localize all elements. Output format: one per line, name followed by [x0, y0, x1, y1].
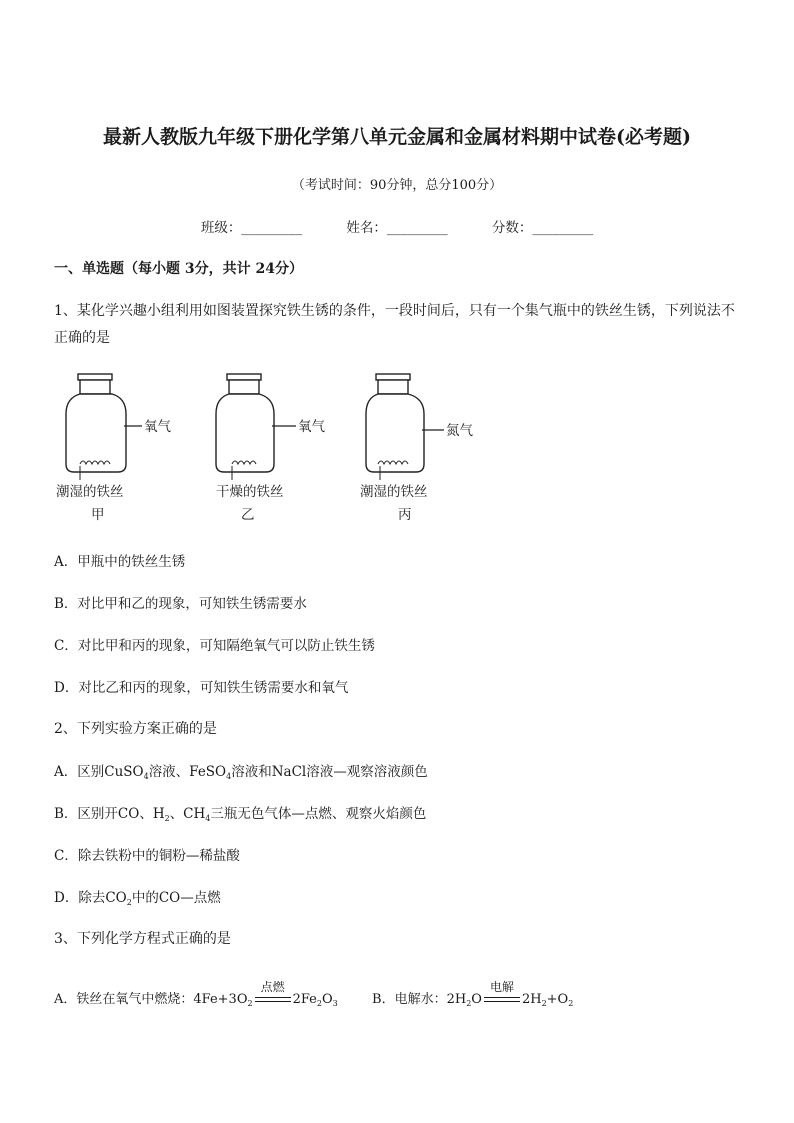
bottle-yi-name: 乙	[241, 507, 255, 523]
q3-option-a: A．铁丝在氧气中燃烧：$4Fe+3O_2$ 点燃 $2Fe_2O_3$	[54, 980, 338, 1008]
student-info-fields	[0, 216, 794, 236]
bottle-jia-gas: 氧气	[144, 419, 171, 435]
score-field: 分数：_________	[491, 220, 594, 236]
q3-options-row	[54, 980, 574, 1008]
bottle-yi-gas: 氧气	[298, 419, 325, 435]
q1-option-a: A．甲瓶中的铁丝生锈	[54, 554, 186, 570]
bottle-yi	[216, 374, 325, 523]
bottle-bing	[360, 374, 473, 523]
bottle-bing-gas: 氮气	[446, 423, 473, 439]
name-field: 姓名：_________	[346, 220, 448, 236]
bottle-jia	[56, 374, 171, 523]
q2-option-d: D．除去$CO_2$中的CO—点燃	[54, 890, 221, 907]
q1-option-c: C．对比甲和丙的现象，可知隔绝氧气可以防止铁生锈	[54, 638, 375, 654]
exam-subtitle: （考试时间：90分钟，总分100分）	[291, 178, 503, 193]
class-field: 班级：_________	[200, 220, 303, 236]
bottle-jia-name: 甲	[91, 507, 105, 523]
gas-bottles-figure	[50, 368, 510, 530]
question-2-stem: 2、下列实验方案正确的是	[54, 721, 217, 737]
q2-option-b: B．区别开CO、$H_2$、$CH_4$三瓶无色气体—点燃、观察火焰颜色	[54, 806, 427, 823]
reaction-condition-arrow: 电解	[484, 992, 520, 1007]
section-heading: 一、单选题（每小题 3分，共计 24分）	[54, 261, 303, 277]
question-1-stem: 1、某化学兴趣小组利用如图装置探究铁生锈的条件，一段时间后，只有一个集气瓶中的铁丝生锈，下列说法不正确的是	[54, 303, 735, 346]
q1-option-d: D．对比乙和丙的现象，可知铁生锈需要水和氧气	[54, 680, 349, 696]
q3-option-b: B．电解水：$2H_2O$ 电解 $2H_2+O_2$	[372, 980, 574, 1008]
exam-title: 最新人教版九年级下册化学第八单元金属和金属材料期中试卷(必考题)	[103, 126, 691, 148]
bottle-bing-name: 丙	[398, 507, 412, 523]
reaction-condition-arrow: 点燃	[255, 992, 291, 1007]
q1-option-b: B．对比甲和乙的现象，可知铁生锈需要水	[54, 596, 307, 612]
bottle-bing-wire: 潮湿的铁丝	[360, 484, 428, 500]
q2-option-a: A．区别CuSO$_4$溶液、FeSO$_4$溶液和NaCl溶液—观察溶液颜色	[54, 764, 428, 781]
question-3-stem: 3、下列化学方程式正确的是	[54, 931, 231, 947]
bottle-jia-wire: 潮湿的铁丝	[56, 484, 124, 500]
q2-option-c: C．除去铁粉中的铜粉—稀盐酸	[54, 848, 240, 864]
bottle-yi-wire: 干燥的铁丝	[216, 484, 284, 500]
